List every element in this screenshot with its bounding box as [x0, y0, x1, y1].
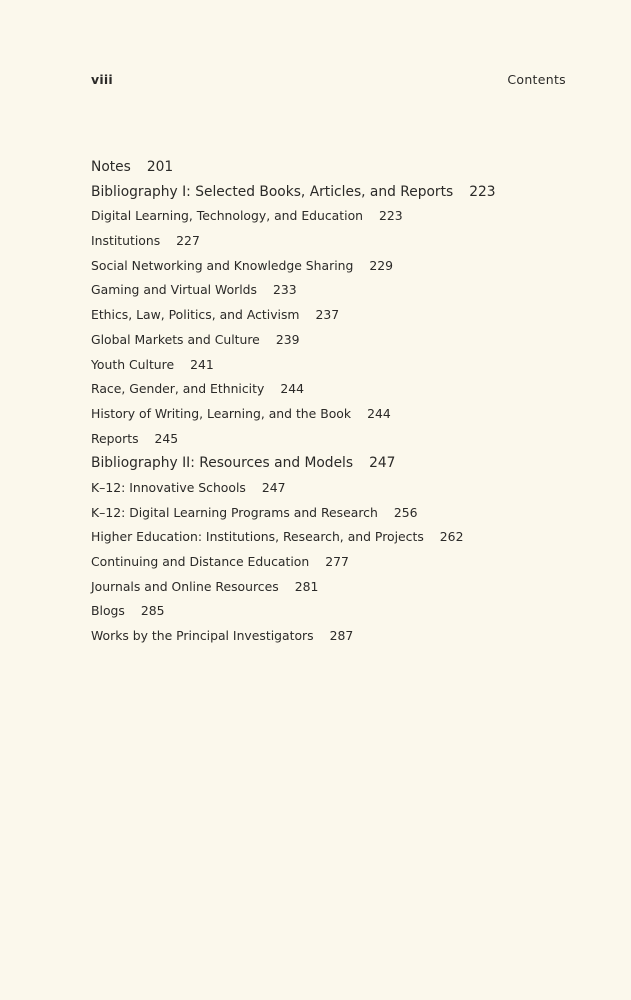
toc-entry-title: Reports	[91, 430, 139, 446]
toc-entry-title: Race, Gender, and Ethnicity	[91, 381, 265, 397]
toc-entry	[91, 427, 496, 452]
toc-entry	[91, 254, 496, 279]
toc-entry-title: Bibliography I: Selected Books, Articles, and Reports	[91, 183, 454, 200]
toc-entry-title: Bibliography II: Resources and Models	[91, 455, 354, 472]
toc-entry-page-number: 237	[315, 307, 340, 323]
toc-entry-page-number: 241	[190, 356, 214, 372]
toc-entry-page-number: 256	[393, 504, 418, 520]
toc-entry-page-number: 281	[294, 578, 319, 594]
toc-entry-title: K–12: Innovative Schools	[91, 479, 246, 495]
toc-entry-page-number: 287	[329, 628, 354, 644]
toc-entry-title: Blogs	[91, 603, 125, 619]
toc-entry	[91, 328, 496, 353]
running-title: Contents	[507, 72, 566, 87]
toc-entry-page-number: 244	[367, 405, 391, 421]
toc-entry-page-number: 233	[273, 282, 297, 298]
toc-entry-page-number: 245	[154, 430, 179, 446]
toc-entry	[91, 550, 496, 575]
toc-entry-page-number: 201	[146, 159, 174, 175]
toc-entry	[91, 204, 496, 229]
toc-entry	[91, 624, 496, 649]
toc-entry	[91, 575, 496, 600]
toc-entry-page-number: 262	[439, 529, 464, 545]
toc-entry-title: Journals and Online Resources	[91, 578, 279, 594]
toc-entry-page-number: 244	[280, 381, 304, 397]
toc-entry	[91, 278, 496, 303]
toc-entry	[91, 402, 496, 427]
toc-entry-title: Youth Culture	[91, 356, 175, 372]
toc-entry-page-number: 277	[325, 554, 349, 569]
toc-entry	[91, 303, 496, 328]
toc-entry	[91, 476, 496, 501]
toc-entry-page-number: 223	[469, 183, 496, 200]
toc-entry-page-number: 223	[379, 208, 403, 224]
toc-entry-page-number: 247	[369, 455, 396, 472]
toc-entry	[91, 525, 496, 550]
toc-entry	[91, 599, 496, 624]
toc-entry-page-number: 239	[275, 331, 300, 347]
toc-entry-title: Institutions	[91, 233, 161, 249]
toc-entry-page-number: 285	[140, 603, 165, 619]
toc-entry-title: Ethics, Law, Politics, and Activism	[91, 307, 300, 323]
toc-entry-title: Continuing and Distance Education	[91, 554, 310, 569]
table-of-contents	[91, 155, 496, 649]
page-number: viii	[91, 72, 113, 87]
toc-entry-title: Works by the Principal Investigators	[91, 628, 314, 644]
toc-entry-title: Global Markets and Culture	[91, 331, 260, 347]
toc-entry-title: Digital Learning, Technology, and Education	[91, 208, 364, 224]
toc-entry	[91, 155, 496, 180]
toc-entry	[91, 501, 496, 526]
toc-entry-page-number: 247	[261, 479, 286, 495]
toc-entry-title: K–12: Digital Learning Programs and Research	[91, 504, 378, 520]
toc-entry-title: Social Networking and Knowledge Sharing	[91, 257, 354, 273]
toc-entry-title: Higher Education: Institutions, Research, and Projects	[91, 529, 424, 545]
running-header	[91, 72, 566, 90]
toc-entry	[91, 229, 496, 254]
toc-entry	[91, 377, 496, 402]
toc-entry	[91, 180, 496, 205]
toc-entry-page-number: 227	[176, 233, 200, 249]
toc-entry	[91, 353, 496, 378]
toc-entry-title: Notes	[91, 159, 131, 175]
toc-entry-title: Gaming and Virtual Worlds	[91, 282, 258, 298]
toc-entry	[91, 451, 496, 476]
toc-entry-page-number: 229	[369, 257, 394, 273]
toc-entry-title: History of Writing, Learning, and the Book	[91, 405, 352, 421]
